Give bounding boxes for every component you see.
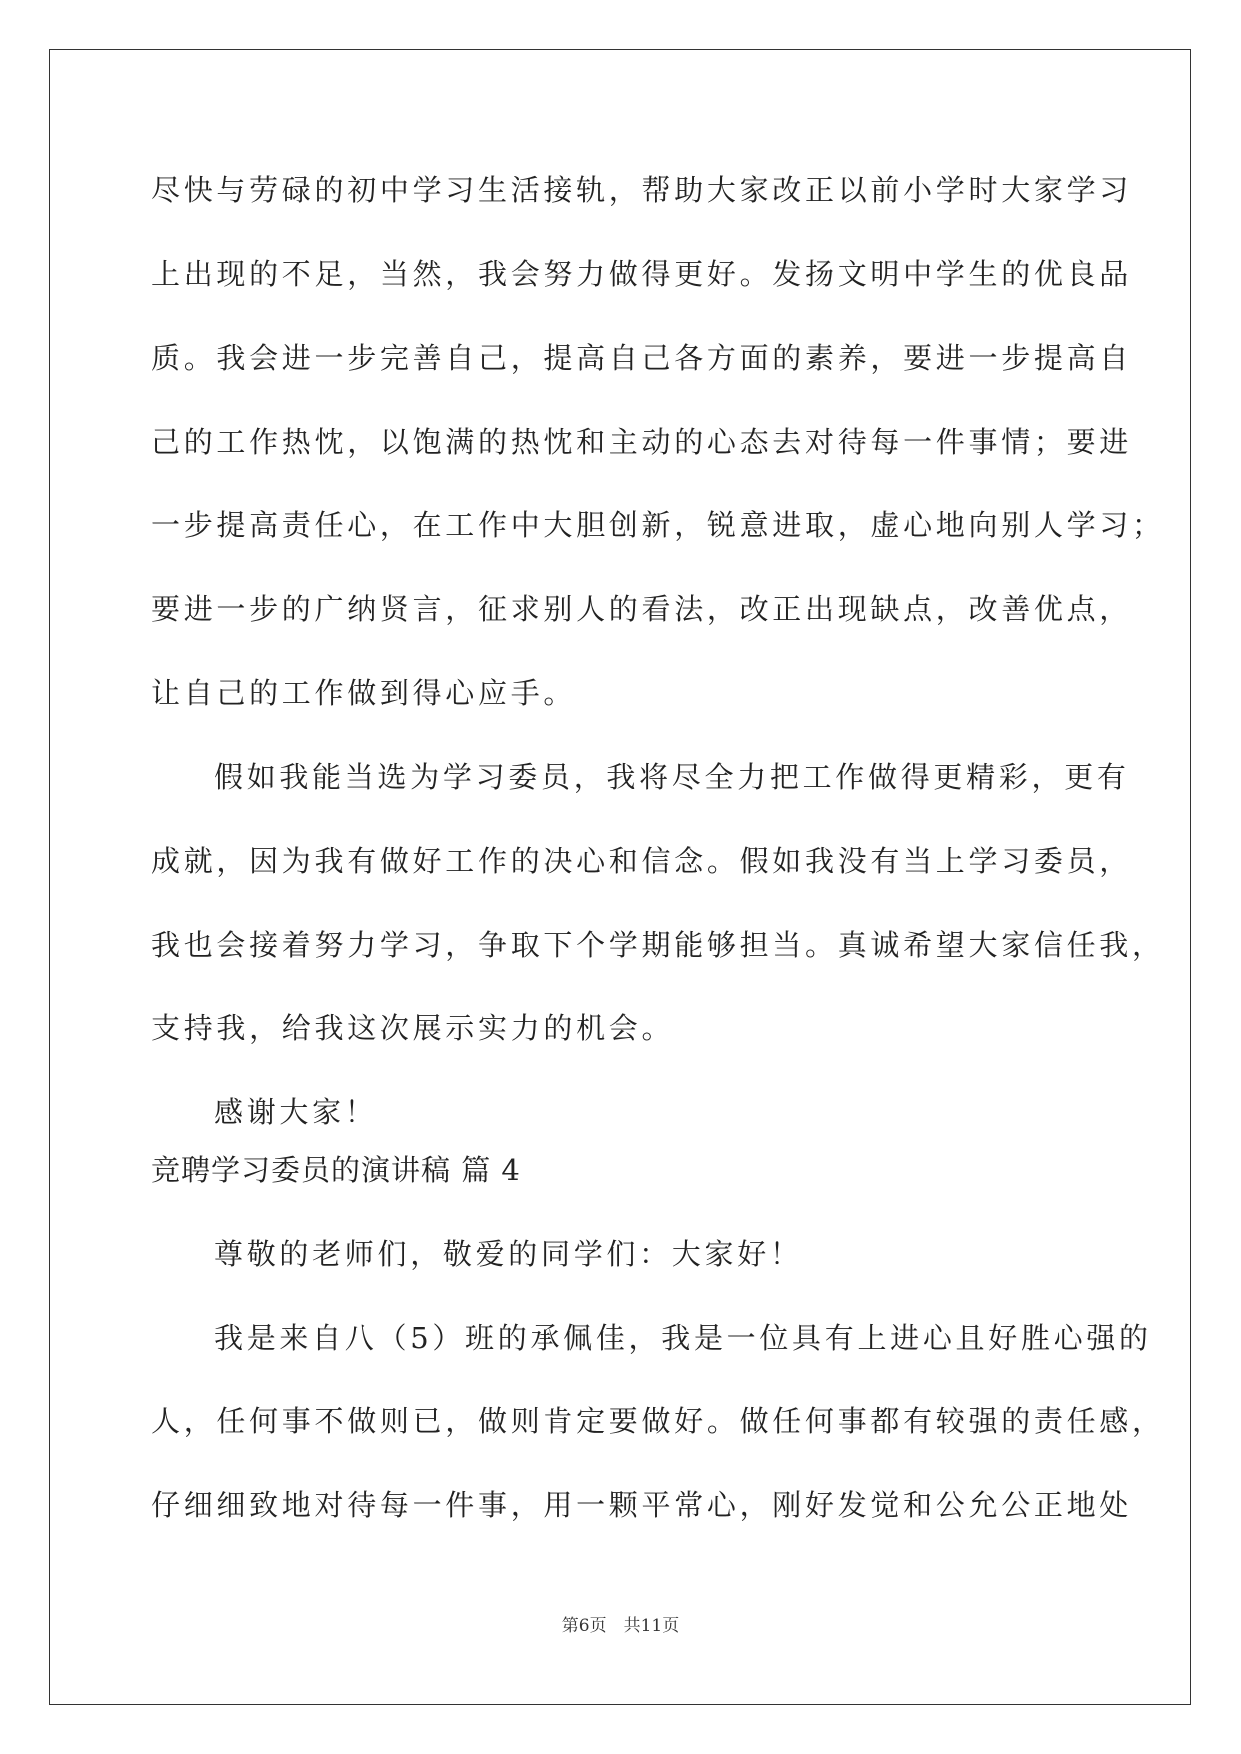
greeting-line: 尊敬的老师们，敬爱的同学们：大家好！ xyxy=(214,1237,803,1271)
text-line: 成就，因为我有做好工作的决心和信念。假如我没有当上学习委员， xyxy=(151,844,1133,878)
paragraph-start-line: 假如我能当选为学习委员，我将尽全力把工作做得更精彩，更有 xyxy=(214,760,1130,794)
text-line: 让自己的工作做到得心应手。 xyxy=(151,676,577,710)
text-line: 尽快与劳碌的初中学习生活接轨，帮助大家改正以前小学时大家学习 xyxy=(151,173,1133,207)
closing-line: 感谢大家！ xyxy=(214,1095,378,1129)
text-line: 支持我，给我这次展示实力的机会。 xyxy=(151,1011,675,1045)
paragraph-start-line: 我是来自八（5）班的承佩佳，我是一位具有上进心且好胜心强的 xyxy=(214,1321,1152,1355)
text-line: 质。我会进一步完善自己，提高自己各方面的素养，要进一步提高自 xyxy=(151,341,1133,375)
text-line: 己的工作热忱，以饱满的热忱和主动的心态去对待每一件事情；要进 xyxy=(151,425,1133,459)
text-line: 仔细细致地对待每一件事，用一颗平常心，刚好发觉和公允公正地处 xyxy=(151,1488,1133,1522)
text-line: 上出现的不足，当然，我会努力做得更好。发扬文明中学生的优良品 xyxy=(151,257,1133,291)
section-heading: 竞聘学习委员的演讲稿 篇 4 xyxy=(151,1153,521,1187)
text-line: 一步提高责任心，在工作中大胆创新，锐意进取，虚心地向别人学习； xyxy=(151,508,1165,542)
page-number-footer: 第6页 共11页 xyxy=(561,1616,680,1636)
text-line: 人，任何事不做则已，做则肯定要做好。做任何事都有较强的责任感， xyxy=(151,1404,1165,1438)
text-line: 我也会接着努力学习，争取下个学期能够担当。真诚希望大家信任我， xyxy=(151,928,1165,962)
text-line: 要进一步的广纳贤言，征求别人的看法，改正出现缺点，改善优点， xyxy=(151,592,1133,626)
